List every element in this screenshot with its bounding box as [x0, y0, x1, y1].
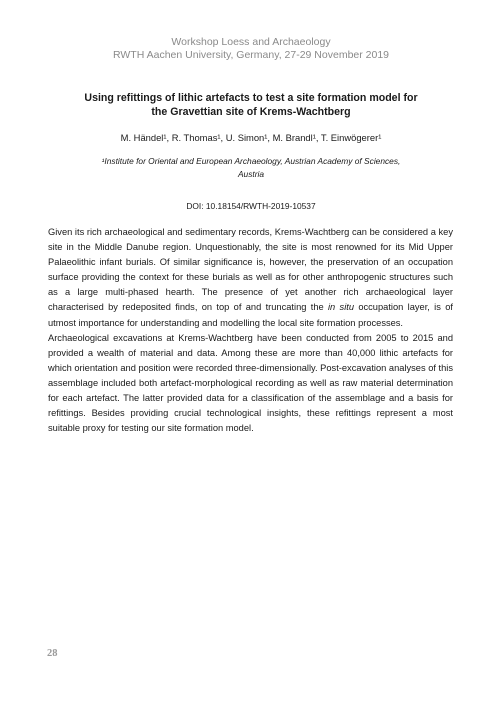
title-line-2: the Gravettian site of Krems-Wachtberg	[151, 106, 351, 118]
abstract-paragraph-2: Archaeological excavations at Krems-Wachtberg have been conducted from 2005 to 2015 and provided a wealth of material and data. Among these are more than 40,000 lithic artefacts for which orientation and position were recorded three-dimensionally. Post-excavation analyses of this assemblage included both artefact-morphological recording as well as raw material determination for each artefact. The latter provided data for a classification of the assemblage and a basis for refittings. Besides providing crucial technological insights, these refittings represent a most suitable proxy for testing our site formation model.	[48, 332, 453, 434]
title-line-1: Using refittings of lithic artefacts to test a site formation model for	[84, 92, 418, 104]
running-header	[0, 36, 502, 62]
affiliation-line-1: ¹Institute for Oriental and European Archaeology, Austrian Academy of Sciences,	[101, 156, 401, 166]
paragraph-1-italic-term: in situ	[327, 302, 355, 313]
header-workshop-name: Workshop Loess and Archaeology	[171, 36, 331, 48]
doi: DOI: 10.18154/RWTH-2019-10537	[186, 201, 316, 211]
affiliation	[60, 155, 442, 180]
paragraph-1-text-b: occupation layer, is of utmost importance for understanding and modelling the local site formation processes.	[48, 302, 453, 328]
page-number: 28	[47, 648, 58, 659]
paragraph-1-text-a: Given its rich archaeological and sedimentary records, Krems-Wachtberg can be considered a key site in the Middle Danube region. Unquestionably, the site is most renowned for its Mid Upper Palaeolithic infant burials. Of similar significance is, however, the preservation of an occupation surface providing the context for these burials as well as for other anthropogenic structures such as a large multi-phased hearth. The presence of yet another rich archaeological layer characterised by redeposited finds, on top of and truncating the	[48, 227, 453, 313]
abstract-paragraph-1	[48, 225, 453, 331]
abstract-body	[48, 225, 453, 436]
header-venue-date: RWTH Aachen University, Germany, 27-29 November 2019	[112, 49, 390, 61]
author-list: M. Händel¹, R. Thomas¹, U. Simon¹, M. Brandl¹, T. Einwögerer¹	[120, 132, 382, 143]
affiliation-line-2: Austria	[237, 168, 265, 179]
paper-title	[40, 91, 462, 119]
